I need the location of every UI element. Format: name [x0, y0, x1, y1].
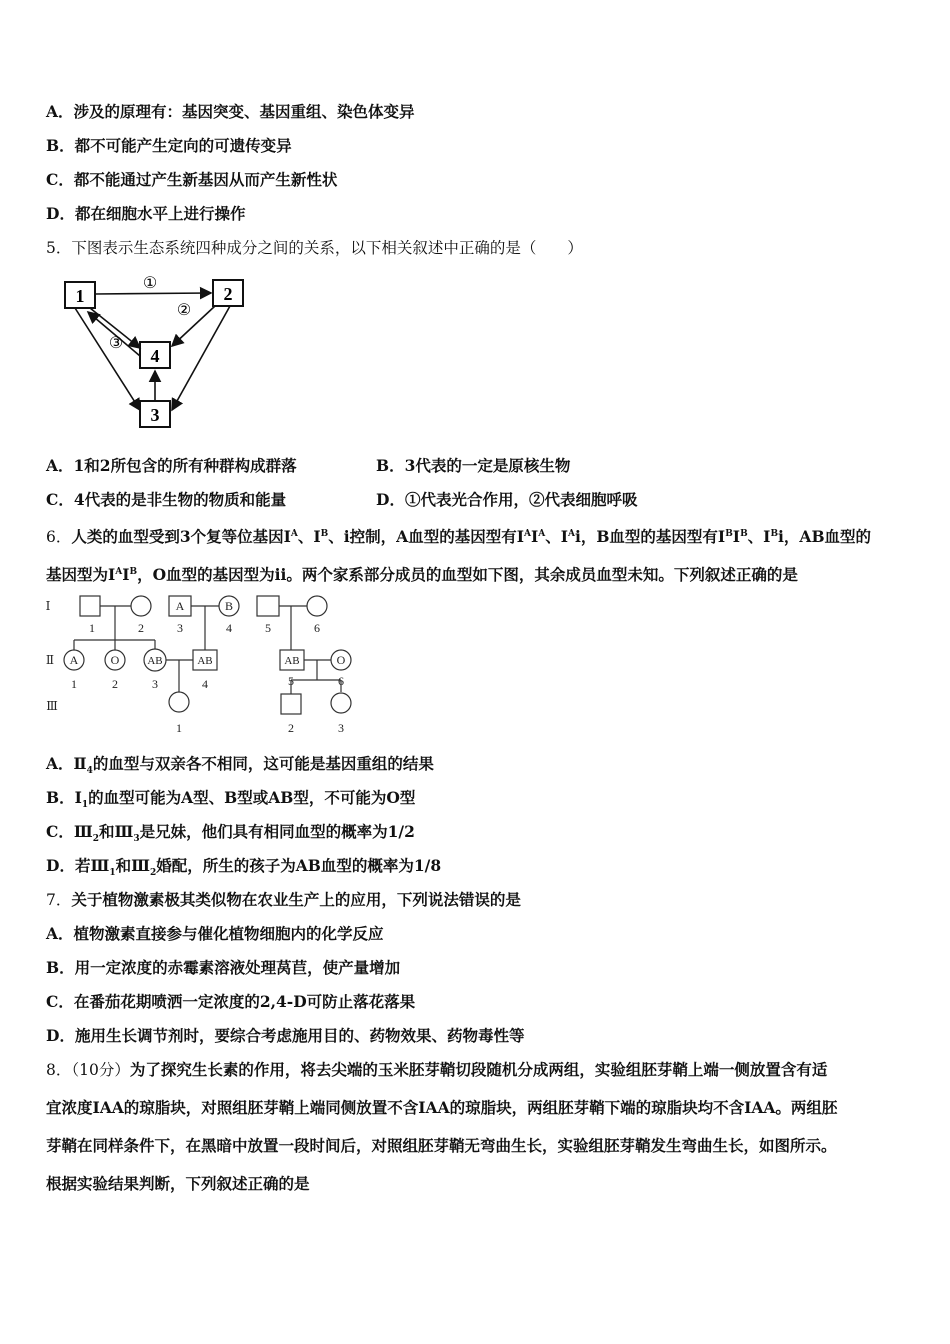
q5-option-a: A．1和2所包含的所有种群构成群落: [46, 456, 297, 475]
option-text: B．I: [46, 788, 82, 807]
blood-II-6: O: [336, 653, 346, 667]
q6-stem-text: 、i控制，A血型的基因型有I: [328, 527, 524, 547]
arrow-1-to-2: [95, 293, 211, 294]
q6-option-c: [46, 822, 415, 849]
q8-stem-line-4: 根据实验结果判断，下列叙述正确的是: [46, 1174, 310, 1193]
pedigree-chart: [40, 592, 370, 742]
arrow-2-to-3: [172, 306, 230, 410]
q7-option-b: B．用一定浓度的赤霉素溶液处理莴苣，使产量增加: [46, 958, 401, 977]
pedigree-I-2: [131, 596, 151, 616]
q6-stem-line-1: [46, 524, 871, 547]
num-I-3: 3: [177, 621, 183, 635]
superscript: A: [538, 529, 546, 539]
q6-stem-text: I: [732, 527, 741, 547]
blood-II-3: AB: [147, 655, 163, 667]
superscript: A: [567, 529, 575, 539]
pedigree-III-2: [281, 694, 301, 714]
num-III-1: 1: [176, 721, 182, 735]
q6-option-a: [46, 754, 434, 781]
arrow-1-to-3: [75, 308, 140, 410]
blood-II-2: O: [110, 653, 120, 667]
blood-I-3: A: [175, 599, 185, 613]
q8-stem-line-1: [46, 1060, 827, 1080]
pedigree-III-3: [331, 693, 351, 713]
q4-option-d: D．都在细胞水平上进行操作: [46, 204, 246, 223]
pedigree-III-1: [169, 692, 189, 712]
q6-stem-text: i，AB血型的: [778, 527, 872, 547]
q7-stem: [46, 890, 521, 910]
ecosystem-diagram: [60, 270, 250, 440]
num-I-4: 4: [226, 621, 232, 635]
generation-label-II: Ⅱ: [45, 653, 55, 667]
option-text: C．Ⅲ: [46, 822, 93, 841]
q6-stem-text: 、I: [545, 527, 568, 547]
q6-stem-text: 、I: [297, 527, 321, 547]
arrow-label-1: ①: [142, 275, 158, 292]
superscript: B: [129, 567, 138, 577]
superscript: B: [740, 529, 748, 539]
q6-option-d: [46, 856, 441, 883]
option-text: 是兄妹，他们具有相同血型的概率为1/2: [139, 822, 415, 841]
option-text: A．Ⅱ: [46, 754, 87, 773]
generation-label-III: Ⅲ: [46, 699, 58, 713]
blood-I-4: B: [224, 599, 234, 613]
num-III-2: 2: [288, 721, 294, 735]
q5-number: 5．: [46, 239, 72, 257]
subscript: 2: [149, 868, 157, 879]
node-label-1: 1: [75, 286, 85, 306]
q6-stem-text: 、I: [747, 527, 771, 547]
q6-stem-text: 人类的血型受到3个复等位基因I: [71, 527, 291, 547]
q5-options-row-1: [46, 456, 571, 476]
option-text: 的血型可能为A型、B型或AB型，不可能为O型: [88, 788, 416, 807]
q6-stem-text: I: [122, 565, 130, 585]
q4-option-c: C．都不能通过产生新基因从而产生新性状: [46, 170, 338, 189]
superscript: A: [290, 529, 298, 539]
option-text: 和Ⅲ: [98, 822, 134, 841]
option-text: 和Ⅲ: [115, 856, 150, 875]
q5-stem: [46, 238, 583, 258]
option-text: D．若Ⅲ: [46, 856, 110, 875]
q6-stem-text: 基因型为I: [46, 565, 116, 585]
q6-number: 6．: [46, 528, 72, 547]
arrow-label-2: ②: [176, 302, 192, 319]
node-label-4: 4: [150, 346, 160, 366]
q6-option-b: [46, 788, 415, 815]
num-II-1: 1: [71, 677, 77, 691]
node-label-2: 2: [223, 284, 233, 304]
subscript: 1: [81, 800, 89, 811]
q8-stem-line-3: 芽鞘在同样条件下，在黑暗中放置一段时间后，对照组胚芽鞘无弯曲生长，实验组胚芽鞘发生弯曲生长，如图所示。: [46, 1136, 837, 1155]
q7-option-d: D．施用生长调节剂时，要综合考虑施用目的、药物效果、药物毒性等: [46, 1026, 525, 1045]
q6-stem-line-2: [46, 562, 798, 585]
superscript: B: [320, 529, 329, 539]
superscript: A: [115, 567, 123, 577]
arrow-label-3: ③: [108, 335, 124, 352]
generation-label-I: Ⅰ: [45, 599, 51, 613]
q4-option-a: A．涉及的原理有：基因突变、基因重组、染色体变异: [46, 102, 415, 121]
q6-stem-text: I: [530, 527, 539, 547]
q5-option-b: B．3代表的一定是原核生物: [376, 456, 571, 475]
num-II-2: 2: [112, 677, 118, 691]
q6-stem-text: i，B血型的基因型有I: [574, 527, 726, 547]
num-I-6: 6: [314, 621, 320, 635]
num-I-5: 5: [265, 621, 271, 635]
option-text: 的血型与双亲各不相同，这可能是基因重组的结果: [92, 754, 434, 773]
option-text: 婚配，所生的孩子为AB血型的概率为1/8: [156, 856, 442, 875]
blood-II-4: AB: [197, 655, 213, 667]
superscript: B: [770, 529, 779, 539]
superscript: A: [523, 529, 531, 539]
q8-number: 8．: [46, 1061, 72, 1079]
blood-II-1: A: [69, 653, 79, 667]
subscript: 2: [92, 834, 99, 845]
pedigree-I-1: [80, 596, 100, 616]
q7-option-a: A．植物激素直接参与催化植物细胞内的化学反应: [46, 924, 384, 943]
subscript: 1: [109, 868, 116, 879]
q5-stem-text: 下图表示生态系统四种成分之间的关系，以下相关叙述中正确的是（ ）: [71, 239, 583, 257]
q5-option-c: C．4代表的是非生物的物质和能量: [46, 490, 287, 509]
num-I-2: 2: [138, 621, 144, 635]
q4-option-b: B．都不可能产生定向的可遗传变异: [46, 136, 292, 155]
num-II-4: 4: [202, 677, 208, 691]
q7-option-c: C．在番茄花期喷洒一定浓度的2,4-D可防止落花落果: [46, 992, 416, 1011]
num-III-3: 3: [338, 721, 344, 735]
node-label-3: 3: [150, 405, 160, 425]
q8-stem-text: 为了探究生长素的作用，将去尖端的玉米胚芽鞘切段随机分成两组，实验组胚芽鞘上端一侧放置含有适: [129, 1060, 828, 1079]
subscript: 3: [133, 834, 140, 845]
subscript: 4: [86, 766, 93, 777]
num-II-3: 3: [152, 677, 158, 691]
q6-stem-text: ，O血型的基因型为ii。两个家系部分成员的血型如下图，其余成员血型未知。下列叙述正确的是: [137, 565, 798, 585]
pedigree-I-5: [257, 596, 279, 616]
q7-stem-text: 关于植物激素极其类似物在农业生产上的应用，下列说法错误的是: [71, 890, 521, 909]
num-II-5: 5: [288, 674, 294, 688]
superscript: B: [725, 529, 733, 539]
q5-options-row-2: [46, 490, 638, 510]
q7-number: 7．: [46, 891, 72, 909]
blood-II-5: AB: [284, 655, 300, 667]
num-I-1: 1: [89, 621, 95, 635]
num-II-6: 6: [338, 674, 344, 688]
q5-option-d: D．①代表光合作用，②代表细胞呼吸: [376, 490, 638, 509]
q8-score: （10分）: [71, 1061, 130, 1079]
q8-stem-line-2: 宜浓度IAA的琼脂块，对照组胚芽鞘上端同侧放置不含IAA的琼脂块，两组胚芽鞘下端的琼脂块均不含IAA。两组胚: [46, 1098, 838, 1117]
pedigree-I-6: [307, 596, 327, 616]
